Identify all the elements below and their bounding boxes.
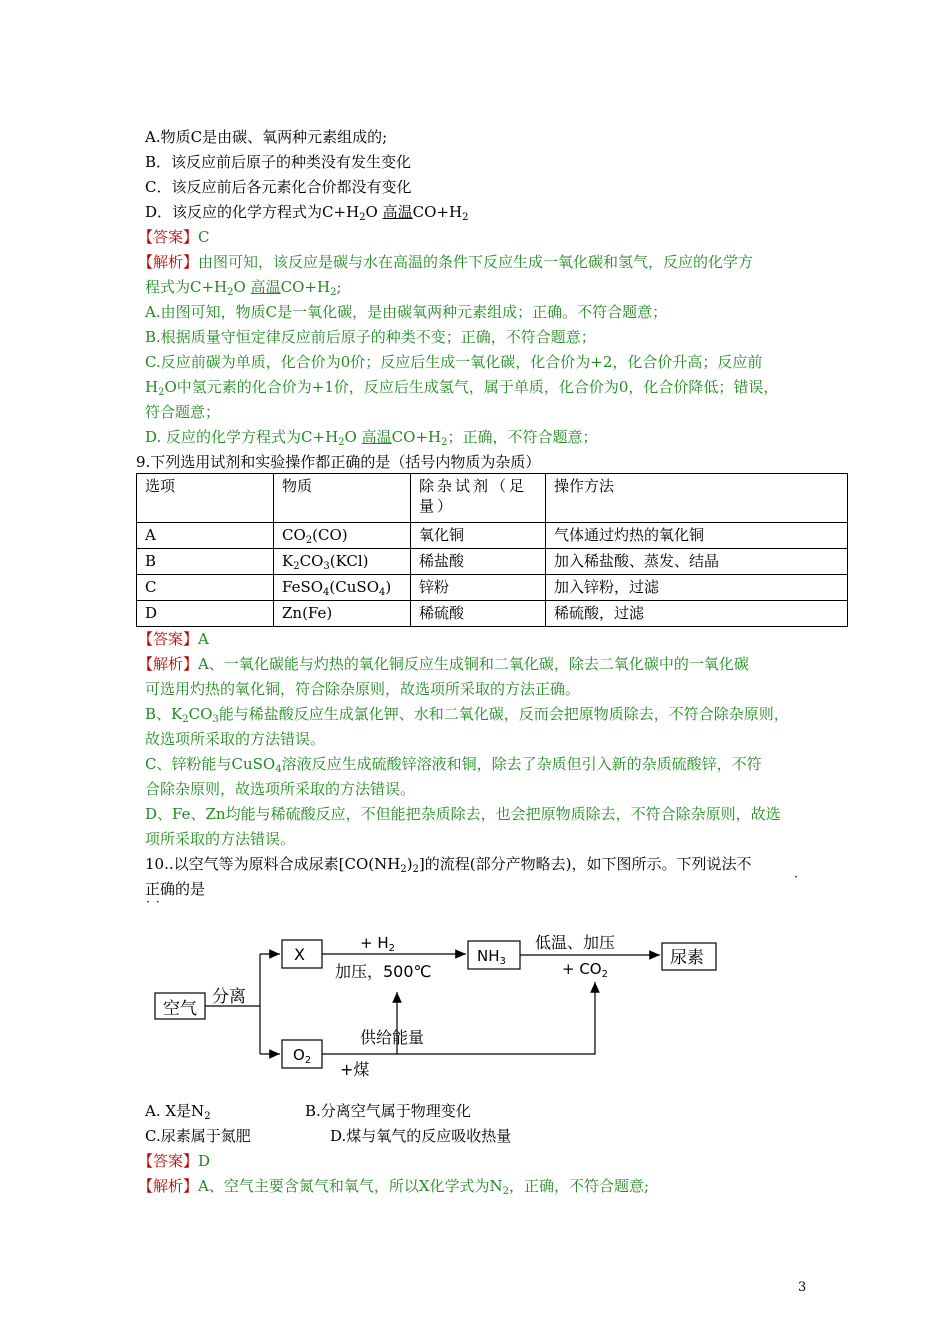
header-reagent: 除杂试剂（足量） (411, 474, 546, 523)
flow-urea: 尿素 (670, 948, 704, 968)
row-option: C (137, 575, 274, 601)
flow-h2: + $H_2$ (360, 934, 395, 954)
row-option: D (137, 601, 274, 627)
row-option: A (137, 523, 274, 549)
row-substance: $CO_2(CO)$ (274, 523, 411, 549)
q8-analysis-b: B.根据质量守恒定律反应前后原子的种类不变；正确，不符合题意； (145, 328, 596, 346)
row-method: 气体通过灼热的氧化铜 (546, 523, 848, 549)
q9-analysis-a1: 【解析】A、一氧化碳能与灼热的氧化铜反应生成铜和二氧化碳，除去二氧化碳中的一氧化碳 (138, 655, 749, 673)
flow-cond2: 低温、加压 (535, 933, 616, 952)
table-row (137, 523, 848, 549)
q10-stem-line2: 正确的是 (145, 880, 206, 898)
q8-option-d: D．该反应的化学方程式为$C+H_2O$ 高温$CO+H_2$ (145, 203, 469, 223)
row-substance: FeSO$_4$(CuSO$_4$) (274, 575, 411, 601)
q9-stem: 9.下列选用试剂和实验操作都正确的是（括号内物质为杂质） (136, 453, 541, 471)
q10-option-a: A. X是$N_2$ (145, 1102, 211, 1122)
row-method: 加入稀盐酸、蒸发、结晶 (546, 549, 848, 575)
q8-analysis-c2: $H_2O$中氢元素的化合价为+1价，反应后生成氢气，属于单质，化合价为0，化合价降低；错误， (145, 378, 779, 398)
q9-analysis-b1: B、$K_2CO_3$能与稀盐酸反应生成氯化钾、水和二氧化碳，反而会把原物质除去，不符合除杂原则， (145, 705, 789, 725)
q8-option-b: B．该反应前后原子的种类没有发生变化 (145, 153, 412, 171)
q10-stem-line1: 10..以空气等为原料合成尿素$[CO(NH_2)_2]$的流程(部分产物略去)，如下图所示。下列说法不 (145, 855, 752, 875)
q9-options-table (136, 473, 848, 627)
q10-analysis: 【解析】A、空气主要含氮气和氧气，所以X化学式为$N_2$，正确，不符合题意; (138, 1177, 650, 1197)
q10-option-b: B.分离空气属于物理变化 (305, 1102, 471, 1120)
flow-co2: + $CO_2$ (562, 960, 608, 980)
q9-analysis-d1: D、Fe、Zn均能与稀硫酸反应，不但能把杂质除去，也会把原物质除去，不符合除杂原则，故选 (145, 805, 781, 823)
q8-analysis-c3: 符合题意； (145, 403, 221, 421)
q10-answer: 【答案】D (138, 1152, 211, 1170)
q8-analysis-a: A.由图可知，物质C是一氧化碳，是由碳氧两种元素组成；正确。不符合题意； (145, 303, 668, 321)
emphasis-dots: ·· (146, 895, 166, 909)
q8-analysis-line2: 程式为$C+H_2O$ 高温$CO+H_2$; (145, 278, 342, 298)
q9-analysis-c2: 合除杂原则，故选项所采取的方法错误。 (145, 780, 416, 798)
table-row (137, 575, 848, 601)
flow-nh3: $NH_3$ (477, 947, 506, 967)
q8-analysis-line1: 【解析】由图可知，该反应是碳与水在高温的条件下反应生成一氧化碳和氢气，反应的化学方 (138, 253, 754, 271)
row-option: B (137, 549, 274, 575)
table-header-row (137, 474, 848, 523)
emphasis-dot: · (794, 870, 798, 884)
table-row (137, 601, 848, 627)
row-method: 稀硫酸，过滤 (546, 601, 848, 627)
row-substance: Zn(Fe) (274, 601, 411, 627)
header-substance: 物质 (274, 474, 411, 523)
q9-analysis-d2: 项所采取的方法错误。 (145, 830, 296, 848)
row-reagent: 稀盐酸 (411, 549, 546, 575)
q10-option-d: D.煤与氧气的反应吸收热量 (330, 1127, 512, 1145)
q9-analysis-b2: 故选项所采取的方法错误。 (145, 730, 326, 748)
row-reagent: 锌粉 (411, 575, 546, 601)
q8-option-c: C．该反应前后各元素化合价都没有变化 (145, 178, 412, 196)
flow-cond1: 加压，500℃ (335, 962, 432, 981)
row-substance: $K_2CO_3(KCl)$ (274, 549, 411, 575)
table-row (137, 549, 848, 575)
header-method: 操作方法 (546, 474, 848, 523)
header-option: 选项 (137, 474, 274, 523)
row-reagent: 稀硫酸 (411, 601, 546, 627)
row-method: 加入锌粉，过滤 (546, 575, 848, 601)
q9-analysis-a2: 可选用灼热的氧化铜，符合除杂原则，故选项所采取的方法正确。 (145, 680, 581, 698)
flow-o2: $O_2$ (293, 1046, 312, 1066)
q8-analysis-d: D. 反应的化学方程式为$C+H_2O$ 高温$CO+H_2$；正确，不符合题意； (145, 428, 598, 448)
q9-analysis-c1: C、锌粉能与CuSO$_4$溶液反应生成硫酸锌溶液和铜，除去了杂质但引入新的杂质硫酸锌，不符 (145, 755, 762, 775)
q9-answer: 【答案】A (138, 630, 209, 648)
q10-option-c: C.尿素属于氮肥 (145, 1127, 251, 1145)
flow-coal: +煤 (340, 1060, 370, 1079)
q8-option-a: A.物质C是由碳、氧两种元素组成的; (145, 128, 388, 146)
flow-energy: 供给能量 (360, 1028, 425, 1047)
row-reagent: 氧化铜 (411, 523, 546, 549)
page-number: 3 (798, 1280, 807, 1295)
q8-analysis-c1: C.反应前碳为单质，化合价为0价；反应后生成一氧化碳，化合价为+2，化合价升高；反应前 (145, 353, 763, 371)
q8-answer: 【答案】C (138, 228, 210, 246)
urea-synthesis-flowchart (150, 920, 740, 1090)
flow-separate: 分离 (212, 987, 246, 1007)
flow-air: 空气 (163, 999, 197, 1019)
flow-x: X (294, 945, 305, 964)
